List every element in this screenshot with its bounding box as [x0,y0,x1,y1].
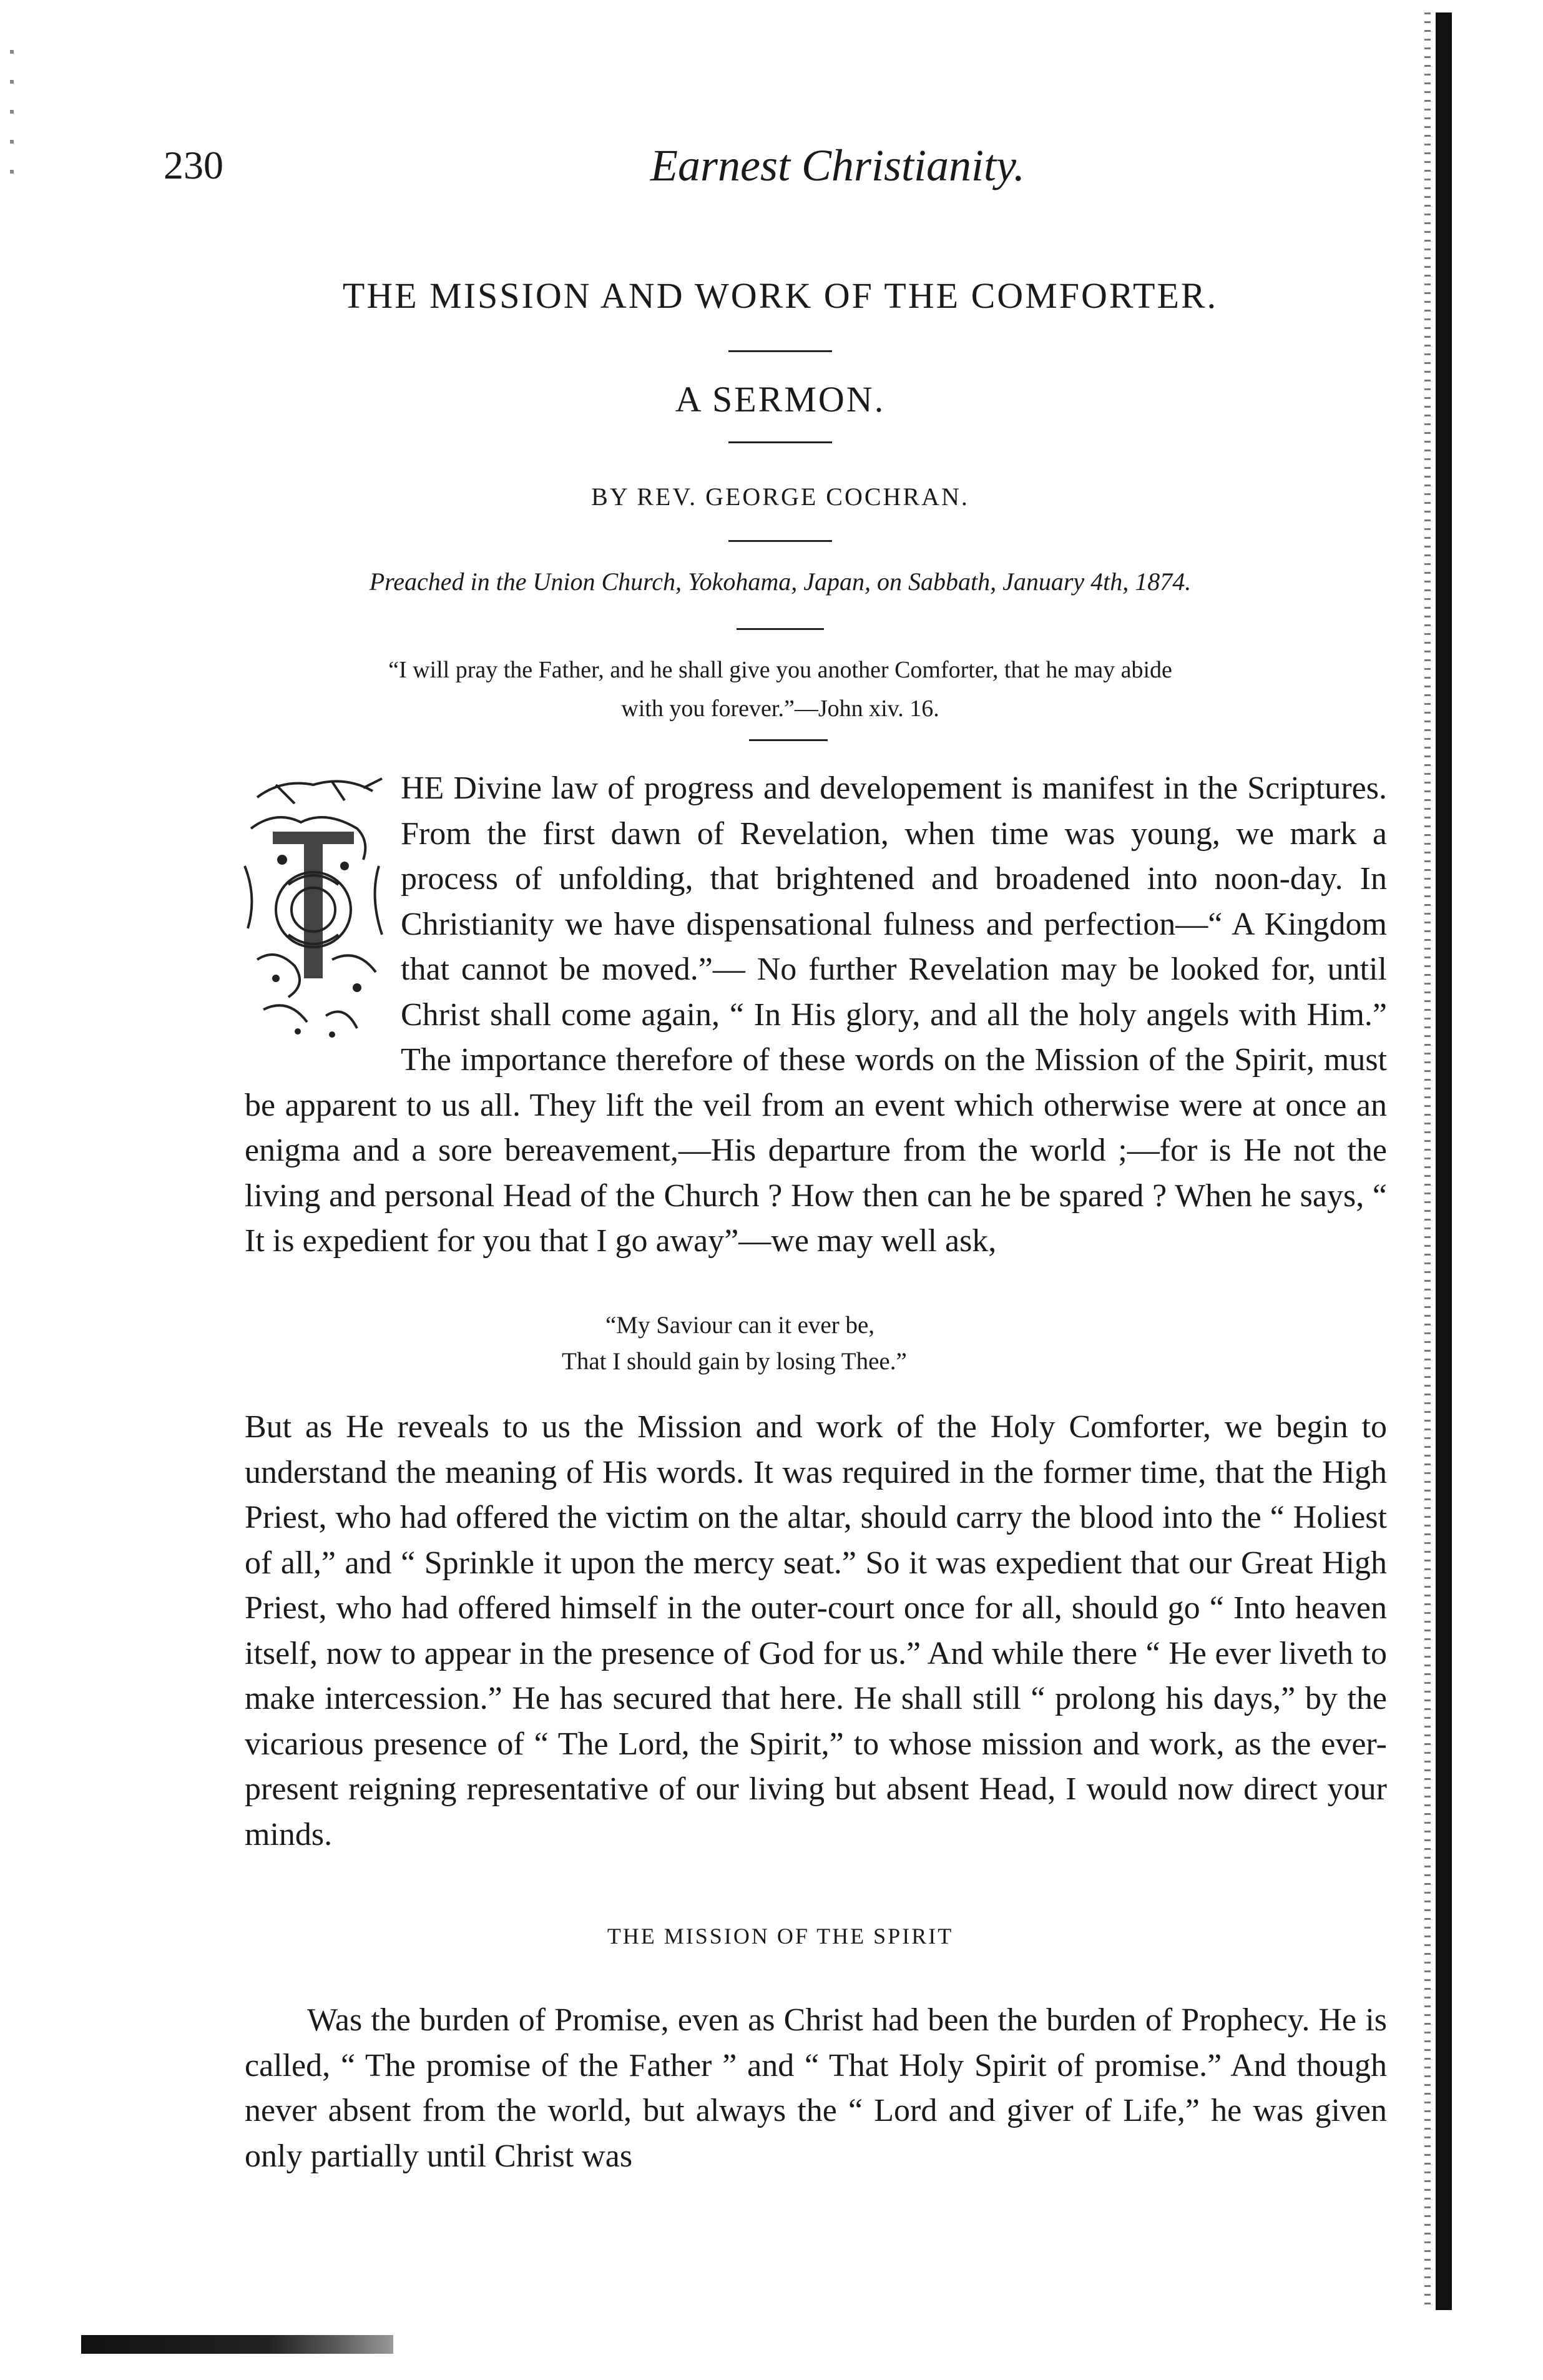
page-edge-shadow [1436,12,1452,2310]
paragraph-1-text: HE Divine law of progress and developement is manifest in the Scriptures. From the first dawn of Revelation, when time was young, we mark a process of unfolding, that brightened and broadened into noon-day. In Christianity we have dispensational fulness and perfection—“ A Kingdom that cannot be moved.”— No further Revelation may be looked for, until Christ shall come again, “ In His glory, and all the holy angels with Him.” The importance therefore of these words on the Mission of the Spirit, must be apparent to us all. They lift the veil from an event which otherwise were at once an enigma and a sore bereavement,—His departure from the world ;—for is He not the living and personal Head of the Church ? How then can he be spared ? When he says, “ It is expedient for you that I go away”—we may well ask, [245,770,1387,1259]
section-heading: THE MISSION OF THE SPIRIT [607,1924,954,1949]
verse-quote [562,1307,907,1380]
paragraph-1 [245,766,1387,1264]
running-title: Earnest Christianity. [650,140,1026,190]
epigraph [187,651,1373,728]
ornamental-dropcap-icon [238,772,389,1043]
article-title: THE MISSION AND WORK OF THE COMFORTER. [342,275,1218,316]
verse-line-2: That I should gain by losing Thee.” [562,1348,907,1375]
subtitle-rule [728,441,832,443]
verse-line-1: “My Saviour can it ever be, [605,1312,875,1339]
article-subtitle: A SERMON. [675,379,886,420]
paragraph-3: Was the burden of Promise, even as Christ had been the burden of Prophecy. He is called, “ The promise of the Father ” and “ That Holy Spirit of promise.” And though never absent from the world, but always the “ Lord and giver of Life,” he was given only partially until Christ was [245,2002,1387,2174]
paragraph-2: But as He reveals to us the Mission and work of the Holy Comforter, we begin to understand the meaning of His words. It was required in the former time, that the High Priest, who had offered the victim on the altar, should carry the blood into the “ Holiest of all,” and “ Sprinkle it upon the mercy seat.” So it was expedient that our Great High Priest, who had offered himself in the outer-court once for all, should go “ Into heaven itself, now to appear in the presence of God for us.” And while there “ He ever liveth to make intercession.” He has secured that here. He shall still “ prolong his days,” by the vicarious presence of “ The Lord, the Spirit,” to whose mission and work, as the ever-present reigning representative of our living but absent Head, I would now direct your minds. [245,1409,1387,1852]
byline-rule [728,540,832,542]
epigraph-line-2: with you forever.”—John xiv. 16. [621,696,939,722]
epigraph-line-1: “I will pray the Father, and he shall give you another Comforter, that he may abide [388,657,1172,683]
title-rule [728,350,832,352]
preached-rule [737,628,824,630]
preached-note: Preached in the Union Church, Yokohama, Japan, on Sabbath, January 4th, 1874. [369,568,1192,596]
bottom-scan-artifact [81,2335,393,2354]
left-edge-marks [10,50,14,187]
byline: BY REV. GEORGE COCHRAN. [591,483,969,511]
page-number: 230 [164,143,223,187]
epigraph-rule [749,739,828,741]
